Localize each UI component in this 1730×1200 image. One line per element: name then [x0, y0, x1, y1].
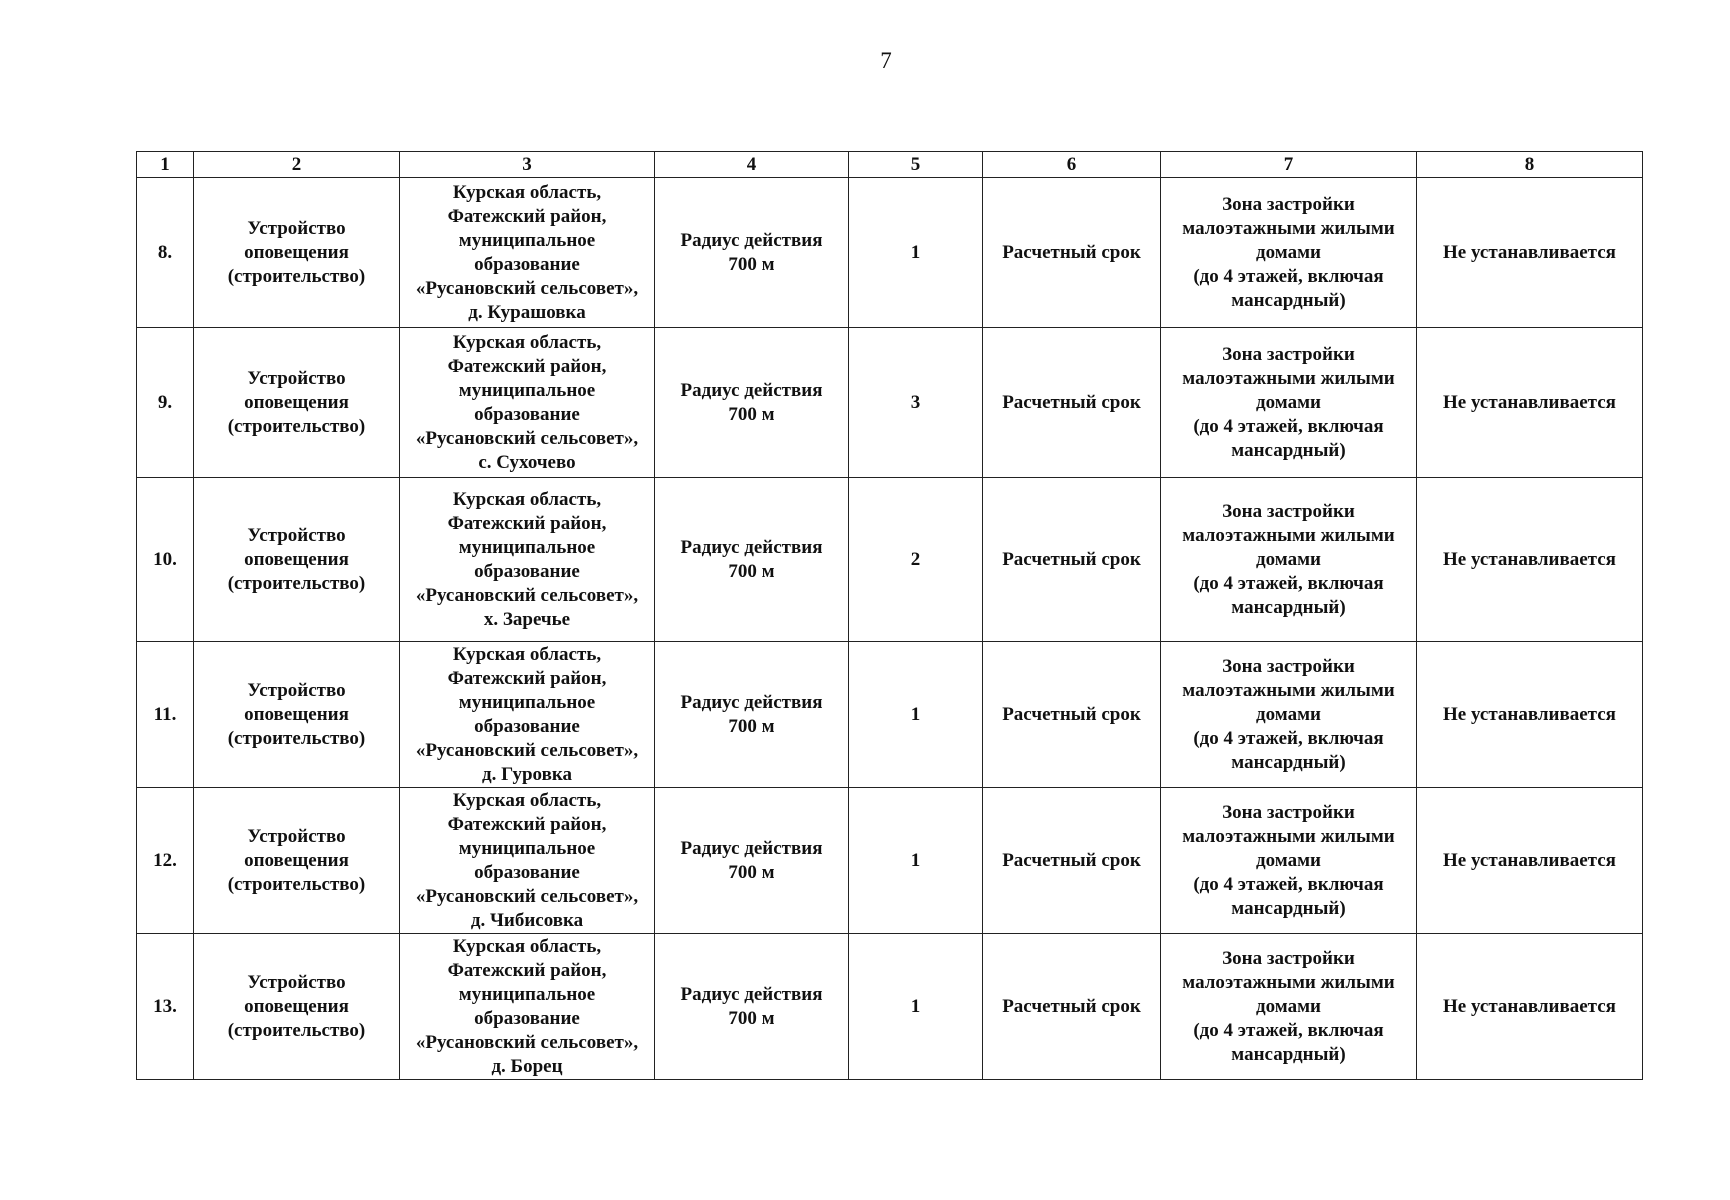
zone-cell-line: Зона застройки — [1222, 655, 1355, 677]
zone-cell — [1161, 478, 1417, 642]
location-cell-line: «Русановский сельсовет», — [415, 277, 639, 299]
location-cell-line: Фатежский район, — [447, 813, 607, 835]
restriction-cell: Не устанавливается — [1417, 178, 1643, 328]
row-number-cell: 13. — [137, 934, 194, 1080]
count-cell: 1 — [849, 642, 983, 788]
restriction-cell: Не устанавливается — [1417, 642, 1643, 788]
page-number: 7 — [880, 48, 892, 73]
characteristic-cell-line: 700 м — [728, 403, 775, 425]
location-cell-line: Курская область, — [452, 181, 602, 203]
zone-cell-line: малоэтажными жилыми — [1182, 217, 1395, 239]
column-header-4: 4 — [655, 152, 849, 178]
location-cell-line: «Русановский сельсовет», — [415, 427, 639, 449]
column-header-1: 1 — [137, 152, 194, 178]
object-cell: Устройство оповещения (строительство) — [194, 178, 400, 328]
objects-table — [136, 151, 1643, 1080]
zone-cell-line: малоэтажными жилыми — [1182, 825, 1395, 847]
location-cell-line: муниципальное — [458, 837, 596, 859]
count-cell: 2 — [849, 478, 983, 642]
count-cell: 1 — [849, 788, 983, 934]
location-cell-line: Фатежский район, — [447, 959, 607, 981]
zone-cell — [1161, 178, 1417, 328]
zone-cell-line: домами — [1256, 391, 1321, 413]
object-cell: Устройство оповещения (строительство) — [194, 478, 400, 642]
zone-cell-line: малоэтажными жилыми — [1182, 524, 1395, 546]
table-row — [137, 934, 1643, 1080]
location-cell — [400, 788, 655, 934]
row-number-cell: 10. — [137, 478, 194, 642]
term-cell: Расчетный срок — [983, 642, 1161, 788]
object-cell: Устройство оповещения (строительство) — [194, 788, 400, 934]
location-cell — [400, 934, 655, 1080]
row-number-cell: 9. — [137, 328, 194, 478]
restriction-cell: Не устанавливается — [1417, 934, 1643, 1080]
characteristic-cell-line: 700 м — [728, 1007, 775, 1029]
column-header-8: 8 — [1417, 152, 1643, 178]
location-cell — [400, 478, 655, 642]
location-cell-line: Фатежский район, — [447, 205, 607, 227]
zone-cell-line: домами — [1256, 995, 1321, 1017]
table-row — [137, 478, 1643, 642]
location-cell-line: «Русановский сельсовет», — [415, 885, 639, 907]
zone-cell — [1161, 328, 1417, 478]
table-row — [137, 642, 1643, 788]
location-cell — [400, 642, 655, 788]
zone-cell-line: домами — [1256, 241, 1321, 263]
zone-cell-line: Зона застройки — [1222, 947, 1355, 969]
location-cell-line: образование — [474, 403, 580, 425]
characteristic-cell — [655, 934, 849, 1080]
table-header — [137, 152, 1643, 178]
column-header-7: 7 — [1161, 152, 1417, 178]
zone-cell-line: Зона застройки — [1222, 500, 1355, 522]
location-cell-line: Курская область, — [452, 643, 602, 665]
location-cell — [400, 328, 655, 478]
row-number-cell: 12. — [137, 788, 194, 934]
location-cell-line: образование — [474, 253, 580, 275]
column-header-5: 5 — [849, 152, 983, 178]
characteristic-cell-line: 700 м — [728, 560, 775, 582]
term-cell: Расчетный срок — [983, 478, 1161, 642]
zone-cell-line: (до 4 этажей, включая — [1193, 1019, 1384, 1041]
characteristic-cell — [655, 478, 849, 642]
table-row — [137, 178, 1643, 328]
term-cell: Расчетный срок — [983, 934, 1161, 1080]
term-cell: Расчетный срок — [983, 788, 1161, 934]
location-cell-line: муниципальное — [458, 229, 596, 251]
object-cell: Устройство оповещения (строительство) — [194, 642, 400, 788]
row-number-cell: 11. — [137, 642, 194, 788]
location-cell-line: Курская область, — [452, 488, 602, 510]
column-header-2: 2 — [194, 152, 400, 178]
table-row — [137, 788, 1643, 934]
zone-cell — [1161, 934, 1417, 1080]
location-cell-line: муниципальное — [458, 983, 596, 1005]
zone-cell-line: мансардный) — [1231, 897, 1346, 919]
characteristic-cell — [655, 178, 849, 328]
zone-cell-line: (до 4 этажей, включая — [1193, 265, 1384, 287]
characteristic-cell-line: Радиус действия — [680, 691, 823, 713]
location-cell-line: муниципальное — [458, 691, 596, 713]
term-cell: Расчетный срок — [983, 328, 1161, 478]
zone-cell-line: Зона застройки — [1222, 801, 1355, 823]
location-cell — [400, 178, 655, 328]
location-cell-line: муниципальное — [458, 536, 596, 558]
zone-cell-line: (до 4 этажей, включая — [1193, 873, 1384, 895]
location-cell-line: х. Заречье — [483, 608, 571, 630]
zone-cell — [1161, 788, 1417, 934]
restriction-cell: Не устанавливается — [1417, 478, 1643, 642]
location-cell-line: «Русановский сельсовет», — [415, 739, 639, 761]
table-body — [137, 178, 1643, 1080]
zone-cell — [1161, 642, 1417, 788]
zone-cell-line: мансардный) — [1231, 439, 1346, 461]
location-cell-line: Фатежский район, — [447, 512, 607, 534]
characteristic-cell-line: Радиус действия — [680, 983, 823, 1005]
location-cell-line: «Русановский сельсовет», — [415, 1031, 639, 1053]
zone-cell-line: малоэтажными жилыми — [1182, 367, 1395, 389]
location-cell-line: д. Гуровка — [482, 763, 572, 785]
zone-cell-line: домами — [1256, 703, 1321, 725]
location-cell-line: д. Курашовка — [468, 301, 586, 323]
zone-cell-line: (до 4 этажей, включая — [1193, 415, 1384, 437]
characteristic-cell-line: 700 м — [728, 253, 775, 275]
characteristic-cell-line: Радиус действия — [680, 229, 823, 251]
zone-cell-line: мансардный) — [1231, 596, 1346, 618]
zone-cell-line: мансардный) — [1231, 1043, 1346, 1065]
zone-cell-line: малоэтажными жилыми — [1182, 971, 1395, 993]
location-cell-line: Курская область, — [452, 331, 602, 353]
characteristic-cell-line: Радиус действия — [680, 837, 823, 859]
object-cell: Устройство оповещения (строительство) — [194, 934, 400, 1080]
column-header-3: 3 — [400, 152, 655, 178]
restriction-cell: Не устанавливается — [1417, 788, 1643, 934]
location-cell-line: д. Чибисовка — [470, 909, 584, 931]
count-cell: 1 — [849, 178, 983, 328]
zone-cell-line: домами — [1256, 548, 1321, 570]
location-cell-line: Курская область, — [452, 935, 602, 957]
row-number-cell: 8. — [137, 178, 194, 328]
location-cell-line: образование — [474, 560, 580, 582]
location-cell-line: д. Борец — [491, 1055, 563, 1077]
characteristic-cell — [655, 788, 849, 934]
zone-cell-line: малоэтажными жилыми — [1182, 679, 1395, 701]
table-row — [137, 328, 1643, 478]
location-cell-line: образование — [474, 715, 580, 737]
count-cell: 3 — [849, 328, 983, 478]
restriction-cell: Не устанавливается — [1417, 328, 1643, 478]
zone-cell-line: Зона застройки — [1222, 343, 1355, 365]
zone-cell-line: мансардный) — [1231, 289, 1346, 311]
location-cell-line: Фатежский район, — [447, 667, 607, 689]
column-header-6: 6 — [983, 152, 1161, 178]
zone-cell-line: (до 4 этажей, включая — [1193, 727, 1384, 749]
term-cell: Расчетный срок — [983, 178, 1161, 328]
characteristic-cell-line: 700 м — [728, 715, 775, 737]
object-cell: Устройство оповещения (строительство) — [194, 328, 400, 478]
location-cell-line: муниципальное — [458, 379, 596, 401]
characteristic-cell-line: Радиус действия — [680, 379, 823, 401]
location-cell-line: образование — [474, 861, 580, 883]
location-cell-line: образование — [474, 1007, 580, 1029]
zone-cell-line: (до 4 этажей, включая — [1193, 572, 1384, 594]
zone-cell-line: Зона застройки — [1222, 193, 1355, 215]
zone-cell-line: домами — [1256, 849, 1321, 871]
zone-cell-line: мансардный) — [1231, 751, 1346, 773]
characteristic-cell — [655, 642, 849, 788]
count-cell: 1 — [849, 934, 983, 1080]
characteristic-cell-line: 700 м — [728, 861, 775, 883]
location-cell-line: «Русановский сельсовет», — [415, 584, 639, 606]
location-cell-line: Курская область, — [452, 789, 602, 811]
characteristic-cell — [655, 328, 849, 478]
characteristic-cell-line: Радиус действия — [680, 536, 823, 558]
location-cell-line: Фатежский район, — [447, 355, 607, 377]
location-cell-line: с. Сухочево — [478, 451, 576, 473]
